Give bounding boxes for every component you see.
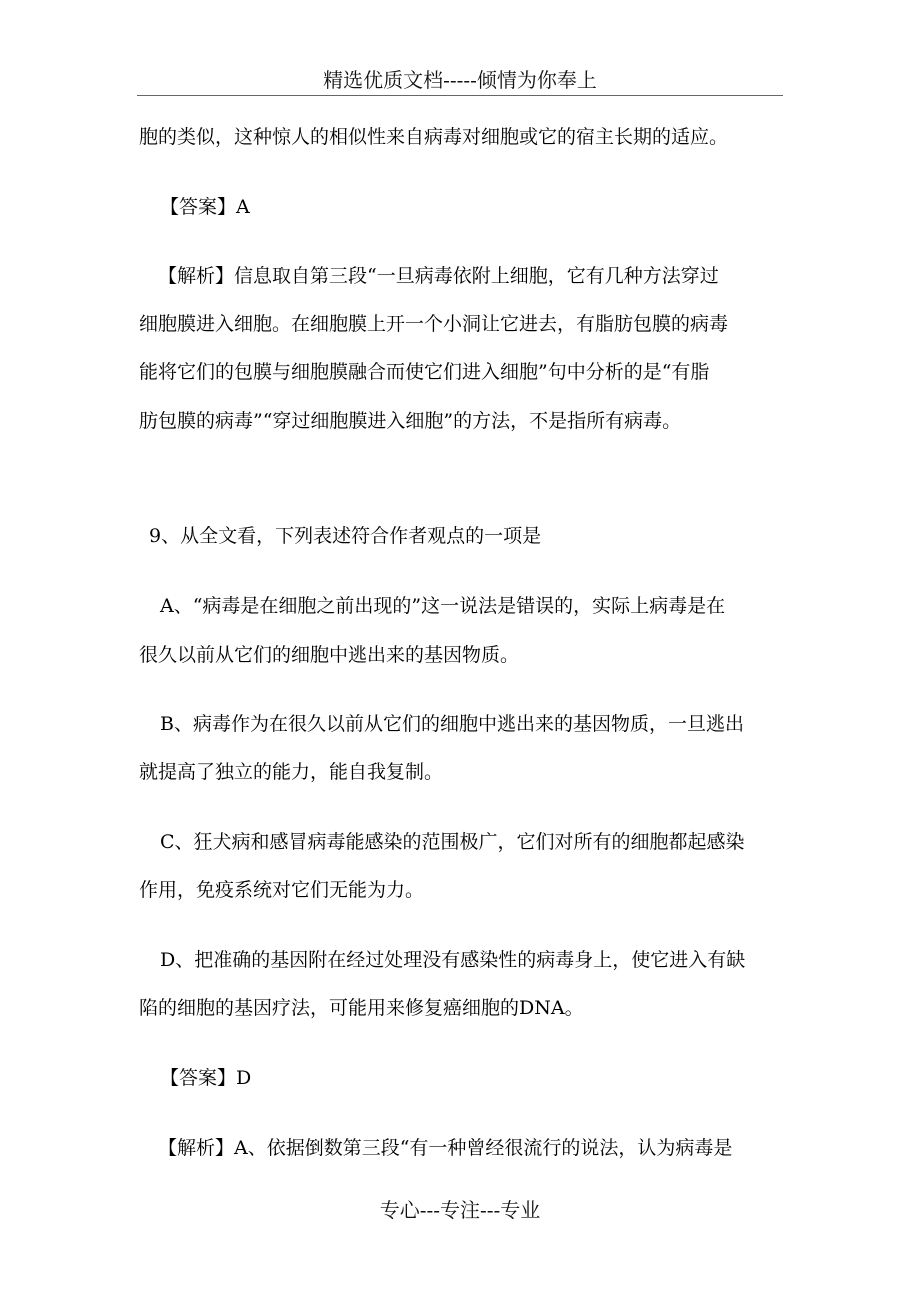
analysis-line: 【解析】A、依据倒数第三段“有一种曾经很流行的说法，认为病毒是: [158, 1137, 733, 1159]
page-footer: 专心---专注---专业: [379, 1198, 541, 1222]
text-line: 陷的细胞的基因疗法，可能用来修复癌细胞的DNA。: [139, 997, 584, 1019]
answer-line: 【答案】D: [160, 1067, 252, 1089]
text-line: 胞的类似，这种惊人的相似性来自病毒对细胞或它的宿主长期的适应。: [139, 126, 729, 148]
question-line: 9、从全文看，下列表述符合作者观点的一项是: [149, 525, 542, 547]
text-line: 就提高了独立的能力，能自我复制。: [139, 761, 444, 783]
text-line: 肪包膜的病毒”“穿过细胞膜进入细胞”的方法，不是指所有病毒。: [139, 410, 682, 432]
answer-line: 【答案】A: [160, 196, 250, 218]
option-b-line: B、病毒作为在很久以前从它们的细胞中逃出来的基因物质，一旦逃出: [160, 713, 744, 735]
page-header: 精选优质文档-----倾情为你奉上: [323, 68, 597, 92]
option-d-line: D、把准确的基因附在经过处理没有感染性的病毒身上，使它进入有缺: [160, 949, 746, 971]
text-line: 作用，免疫系统对它们无能为力。: [139, 879, 425, 901]
text-line: 很久以前从它们的细胞中逃出来的基因物质。: [139, 644, 520, 666]
text-line: 能将它们的包膜与细胞膜融合而使它们进入细胞”句中分析的是“有脂: [139, 361, 710, 383]
option-c-line: C、狂犬病和感冒病毒能感染的范围极广，它们对所有的细胞都起感染: [160, 831, 745, 853]
header-divider: [137, 95, 783, 96]
option-a-line: A、“病毒是在细胞之前出现的”这一说法是错误的，实际上病毒是在: [160, 595, 726, 617]
text-line: 细胞膜进入细胞。在细胞膜上开一个小洞让它进去，有脂肪包膜的病毒: [139, 313, 729, 335]
analysis-line: 【解析】信息取自第三段“一旦病毒依附上细胞，它有几种方法穿过: [158, 265, 719, 287]
